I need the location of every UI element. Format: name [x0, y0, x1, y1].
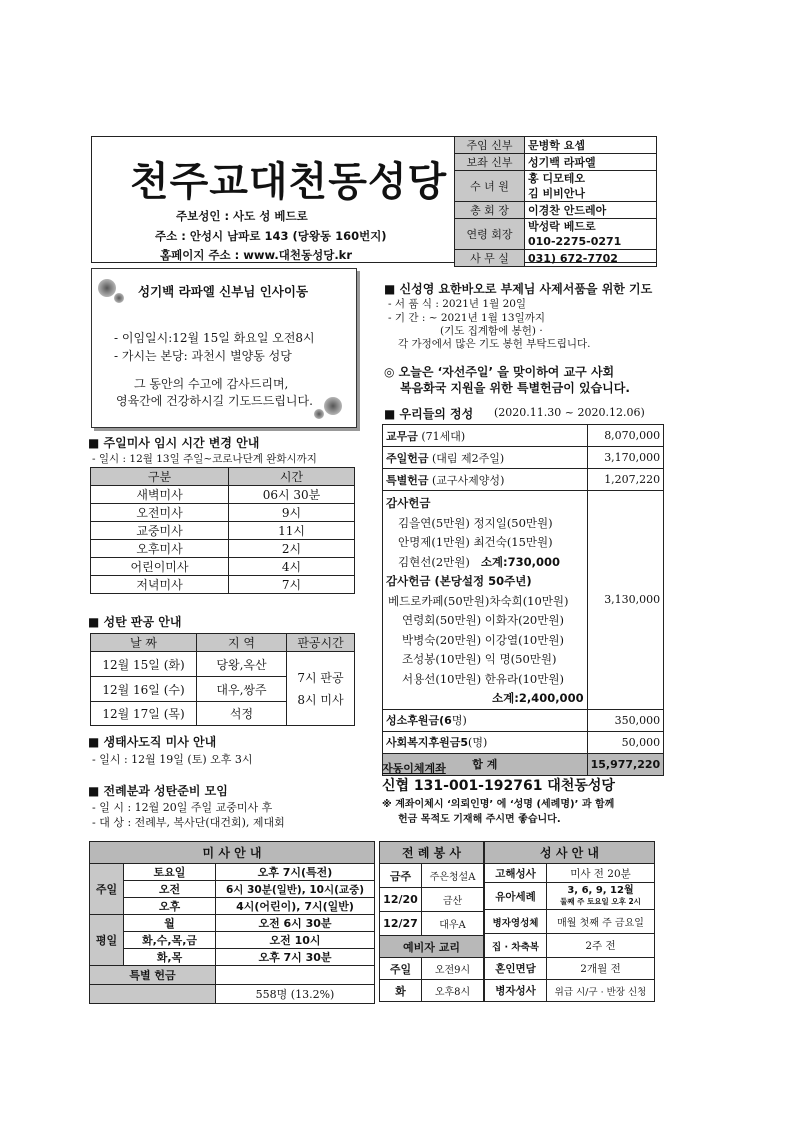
offering-amount: 1,207,220 — [587, 469, 664, 491]
mass-time: 11시 — [229, 522, 355, 540]
decor-dot — [98, 279, 116, 297]
sacrament-name: 집 · 차축복 — [485, 934, 547, 958]
mass-time: 오후 7시(특전) — [216, 864, 375, 881]
penance-date: 12월 17일 (목) — [91, 702, 197, 726]
mass-day: 월 — [124, 915, 216, 932]
decor-dot — [114, 293, 124, 303]
mass-schedule-table — [89, 841, 375, 1004]
mass-time: 오전 6시 30분 — [216, 915, 375, 932]
mass-change-note: - 일시 : 12월 13일 주일~코로나단계 완화시까지 — [92, 453, 317, 465]
decor-dot — [324, 397, 342, 415]
mass-name: 오후미사 — [91, 540, 229, 558]
penance-title: ■ 성탄 판공 안내 — [88, 615, 182, 629]
offering-note: (명) — [468, 736, 488, 749]
col-header: 지 역 — [197, 634, 287, 652]
sacrament-name: 고해성사 — [485, 864, 547, 883]
anniversary-title: 감사헌금 (본당설정 50주년) — [386, 574, 532, 588]
ecology-note: - 일시 : 12월 19일 (토) 오후 3시 — [92, 753, 253, 766]
transfer-date: - 이임일시:12월 15일 화요일 오전8시 — [114, 331, 315, 345]
offering-label: 교무금 — [386, 429, 418, 443]
staff-name: 이경찬 안드레아 — [525, 202, 657, 219]
total-amount: 15,977,220 — [587, 753, 664, 775]
thanks-title: 감사헌금 — [386, 496, 431, 510]
transfer-thanks: 그 동안의 수고에 감사드리며, — [134, 377, 289, 391]
sacrament-table — [484, 841, 655, 1002]
staff-role: 보좌 신부 — [455, 154, 525, 171]
account-note: 헌금 목적도 기재해 주시면 좋습니다. — [398, 814, 561, 825]
staff-name: 성기백 라파엘 — [525, 154, 657, 171]
penance-table — [90, 633, 355, 726]
account-label: 자동이체계좌 — [382, 762, 446, 775]
staff-role: 주임 신부 — [455, 137, 525, 154]
mass-time: 4시 — [229, 558, 355, 576]
offering-label: 성소후원금(6 — [386, 714, 452, 727]
offering-title: ■ 우리들의 정성 — [384, 407, 474, 421]
subtotal: 소계:2,400,000 — [492, 691, 584, 705]
sacrament-info: 둘째 주 토요일 오후 2시 — [560, 897, 641, 906]
ecology-title: ■ 생태사도직 미사 안내 — [88, 735, 217, 749]
mass-day: 화,목 — [124, 949, 216, 966]
mass-time: 9시 — [229, 504, 355, 522]
staff-name: 박성락 베드로 — [528, 220, 596, 233]
sacrament-info: 위급 시/구 · 반장 신청 — [547, 980, 655, 1002]
altar-line: - 대 상 : 전례부, 복사단(대건회), 제대회 — [92, 816, 285, 829]
mass-day: 토요일 — [124, 864, 216, 881]
prayer-line: 각 가정에서 많은 기도 봉헌 부탁드립니다. — [398, 338, 591, 350]
mass-time: 4시(어린이), 7시(일반) — [216, 898, 375, 915]
staff-name: 김 비비안나 — [528, 187, 585, 200]
class-day: 주일 — [380, 958, 422, 980]
sacrament-name: 병자영성체 — [485, 910, 547, 934]
offering-note: (71세대) — [421, 429, 466, 443]
sacrament-name: 유아세례 — [485, 883, 547, 910]
donor-line: 조성봉(10만원) 익 명(50만원) — [402, 652, 557, 666]
mass-name: 오전미사 — [91, 504, 229, 522]
homepage: 홈페이지 주소 : www.대천동성당.kr — [160, 248, 353, 262]
mass-time: 06시 30분 — [229, 486, 355, 504]
donor-line: 서용선(10만원) 한유라(10만원) — [402, 671, 564, 686]
sacrament-info: 2주 전 — [547, 934, 655, 958]
mass-name: 새벽미사 — [91, 486, 229, 504]
subtotal: 소계:730,000 — [480, 554, 561, 569]
donor-line: 베드로카페(50만원)차숙희(10만원) — [388, 593, 569, 608]
offering-amount: 8,070,000 — [587, 425, 664, 447]
special-offering-blank — [216, 966, 375, 985]
donor-line: 김현선(2만원) — [398, 554, 470, 569]
col-header: 날 짜 — [91, 634, 197, 652]
donor-line: 연령회(50만원) 이화자(20만원) — [402, 613, 564, 627]
service-title: 전 례 봉 사 — [380, 842, 484, 864]
offering-note: (대림 제2주일) — [432, 451, 505, 465]
mass-time: 7시 — [229, 576, 355, 594]
prayer-line: (기도 집계함에 봉헌) · — [440, 325, 543, 337]
staff-name: 홍 디모테오 — [528, 172, 585, 185]
mass-time: 6시 30분(일반), 10시(교중) — [216, 881, 375, 898]
transfer-place: - 가시는 본당: 과천시 별양동 성당 — [114, 349, 292, 363]
decor-dot — [314, 409, 324, 419]
service-group: 주은청설A — [422, 864, 484, 888]
class-time: 오전9시 — [422, 958, 484, 980]
service-group: 대우A — [422, 912, 484, 936]
mass-day: 화,수,목,금 — [124, 932, 216, 949]
offering-amount: 3,130,000 — [587, 491, 664, 710]
mass-time: 오전 10시 — [216, 932, 375, 949]
prayer-title: ■ 신성영 요한바오로 부제님 사제서품을 위한 기도 — [384, 282, 653, 296]
sacrament-info: 미사 전 20분 — [547, 864, 655, 883]
staff-phone: 010-2275-0271 — [528, 235, 622, 248]
mass-time: 2시 — [229, 540, 355, 558]
mass-day: 오전 — [124, 881, 216, 898]
offering-note: 명) — [451, 714, 467, 727]
mass-name: 저녁미사 — [91, 576, 229, 594]
penance-date: 12월 16일 (수) — [91, 677, 197, 702]
staff-table — [454, 136, 657, 267]
col-header: 판공시간 — [287, 634, 355, 652]
offering-amount: 50,000 — [587, 731, 664, 753]
class-time: 오후8시 — [422, 980, 484, 1002]
address: 주소 : 안성시 남파로 143 (당왕동 160번지) — [155, 229, 387, 243]
mass-time: 오후 7시 30분 — [216, 949, 375, 966]
penance-time: 7시 판공 — [297, 670, 344, 685]
offering-period: (2020.11.30 ~ 2020.12.06) — [494, 406, 645, 419]
donor-line: 김을연(5만원) 정지일(50만원) — [398, 515, 553, 530]
donor-line: 안명제(1만원) 최건숙(15만원) — [398, 535, 553, 549]
account-note: ※ 계좌이체시 ‘의뢰인명’ 에 ‘성명 (세례명)’ 과 함께 — [382, 799, 615, 810]
service-week: 금주 — [380, 864, 422, 888]
mass-change-table — [90, 467, 355, 594]
penance-date: 12월 15일 (화) — [91, 652, 197, 677]
weekday-label: 평일 — [90, 915, 124, 966]
special-offering-notice: ◎ 오늘은 ‘자선주일’ 을 맞이하여 교구 사회 — [384, 365, 615, 379]
account-number: 신협 131-001-192761 대천동성당 — [382, 778, 615, 794]
special-offering-label: 특별 헌금 — [90, 966, 216, 985]
altar-title: ■ 전례분과 성탄준비 모임 — [88, 784, 228, 798]
service-week: 12/27 — [380, 912, 422, 936]
sacrament-info: 2개월 전 — [547, 958, 655, 980]
sacrament-info: 매월 첫째 주 금요일 — [547, 910, 655, 934]
attendance-count: 558명 (13.2%) — [216, 985, 375, 1004]
mass-name: 어린이미사 — [91, 558, 229, 576]
mass-change-title: ■ 주일미사 임시 시간 변경 안내 — [88, 436, 260, 450]
transfer-notice — [91, 268, 357, 428]
special-offering-notice: 복음화국 지원을 위한 특별헌금이 있습니다. — [400, 381, 630, 395]
col-header: 구분 — [91, 468, 229, 486]
penance-region: 대우,쌍주 — [197, 677, 287, 702]
sacrament-title: 성 사 안 내 — [485, 842, 655, 864]
penance-region: 석정 — [197, 702, 287, 726]
offering-amount: 350,000 — [587, 709, 664, 731]
sacrament-name: 병자성사 — [485, 980, 547, 1002]
office-phone: 031) 672-7702 — [525, 250, 657, 267]
donor-line: 박병숙(20만원) 이강열(10만원) — [402, 632, 564, 647]
penance-region: 당왕,옥산 — [197, 652, 287, 677]
sacrament-name: 혼인면담 — [485, 958, 547, 980]
staff-role: 총 회 장 — [455, 202, 525, 219]
mass-day: 오후 — [124, 898, 216, 915]
service-week: 12/20 — [380, 888, 422, 912]
offering-note: (교구사제양성) — [432, 473, 505, 487]
staff-role: 연령 회장 — [455, 219, 525, 250]
col-header: 시간 — [229, 468, 355, 486]
offering-table — [382, 424, 664, 776]
service-table — [379, 841, 484, 1002]
offering-label: 사회복지후원금5 — [386, 736, 469, 749]
class-day: 화 — [380, 980, 422, 1002]
staff-role: 사 무 실 — [455, 250, 525, 267]
staff-name: 문병학 요셉 — [525, 137, 657, 154]
patron-saint: 주보성인 : 사도 성 베드로 — [176, 209, 308, 223]
transfer-title: 성기백 라파엘 신부님 인사이동 — [138, 284, 309, 299]
offering-label: 특별헌금 — [386, 473, 429, 487]
parish-title: 천주교대천동성당 — [130, 159, 448, 205]
transfer-thanks: 영육간에 건강하시길 기도드드립니다. — [116, 394, 313, 408]
special-offering-blank — [90, 985, 216, 1004]
offering-amount: 3,170,000 — [587, 447, 664, 469]
total-label: 합 계 — [383, 753, 588, 775]
penance-time: 8시 미사 — [297, 692, 344, 707]
sacrament-info: 3, 6, 9, 12월 — [567, 885, 634, 896]
staff-role: 수 녀 원 — [455, 171, 525, 202]
sunday-label: 주일 — [90, 864, 124, 915]
prayer-line: - 기 간 : ~ 2021년 1월 13일까지 — [388, 312, 546, 324]
prayer-line: - 서 품 식 : 2021년 1월 20일 — [388, 298, 527, 310]
offering-label: 주일헌금 — [386, 451, 429, 465]
catechumen-title: 예비자 교리 — [380, 936, 484, 958]
mass-schedule-title: 미 사 안 내 — [90, 842, 375, 864]
service-group: 금산 — [422, 888, 484, 912]
mass-name: 교중미사 — [91, 522, 229, 540]
altar-line: - 일 시 : 12월 20일 주일 교중미사 후 — [92, 801, 273, 814]
